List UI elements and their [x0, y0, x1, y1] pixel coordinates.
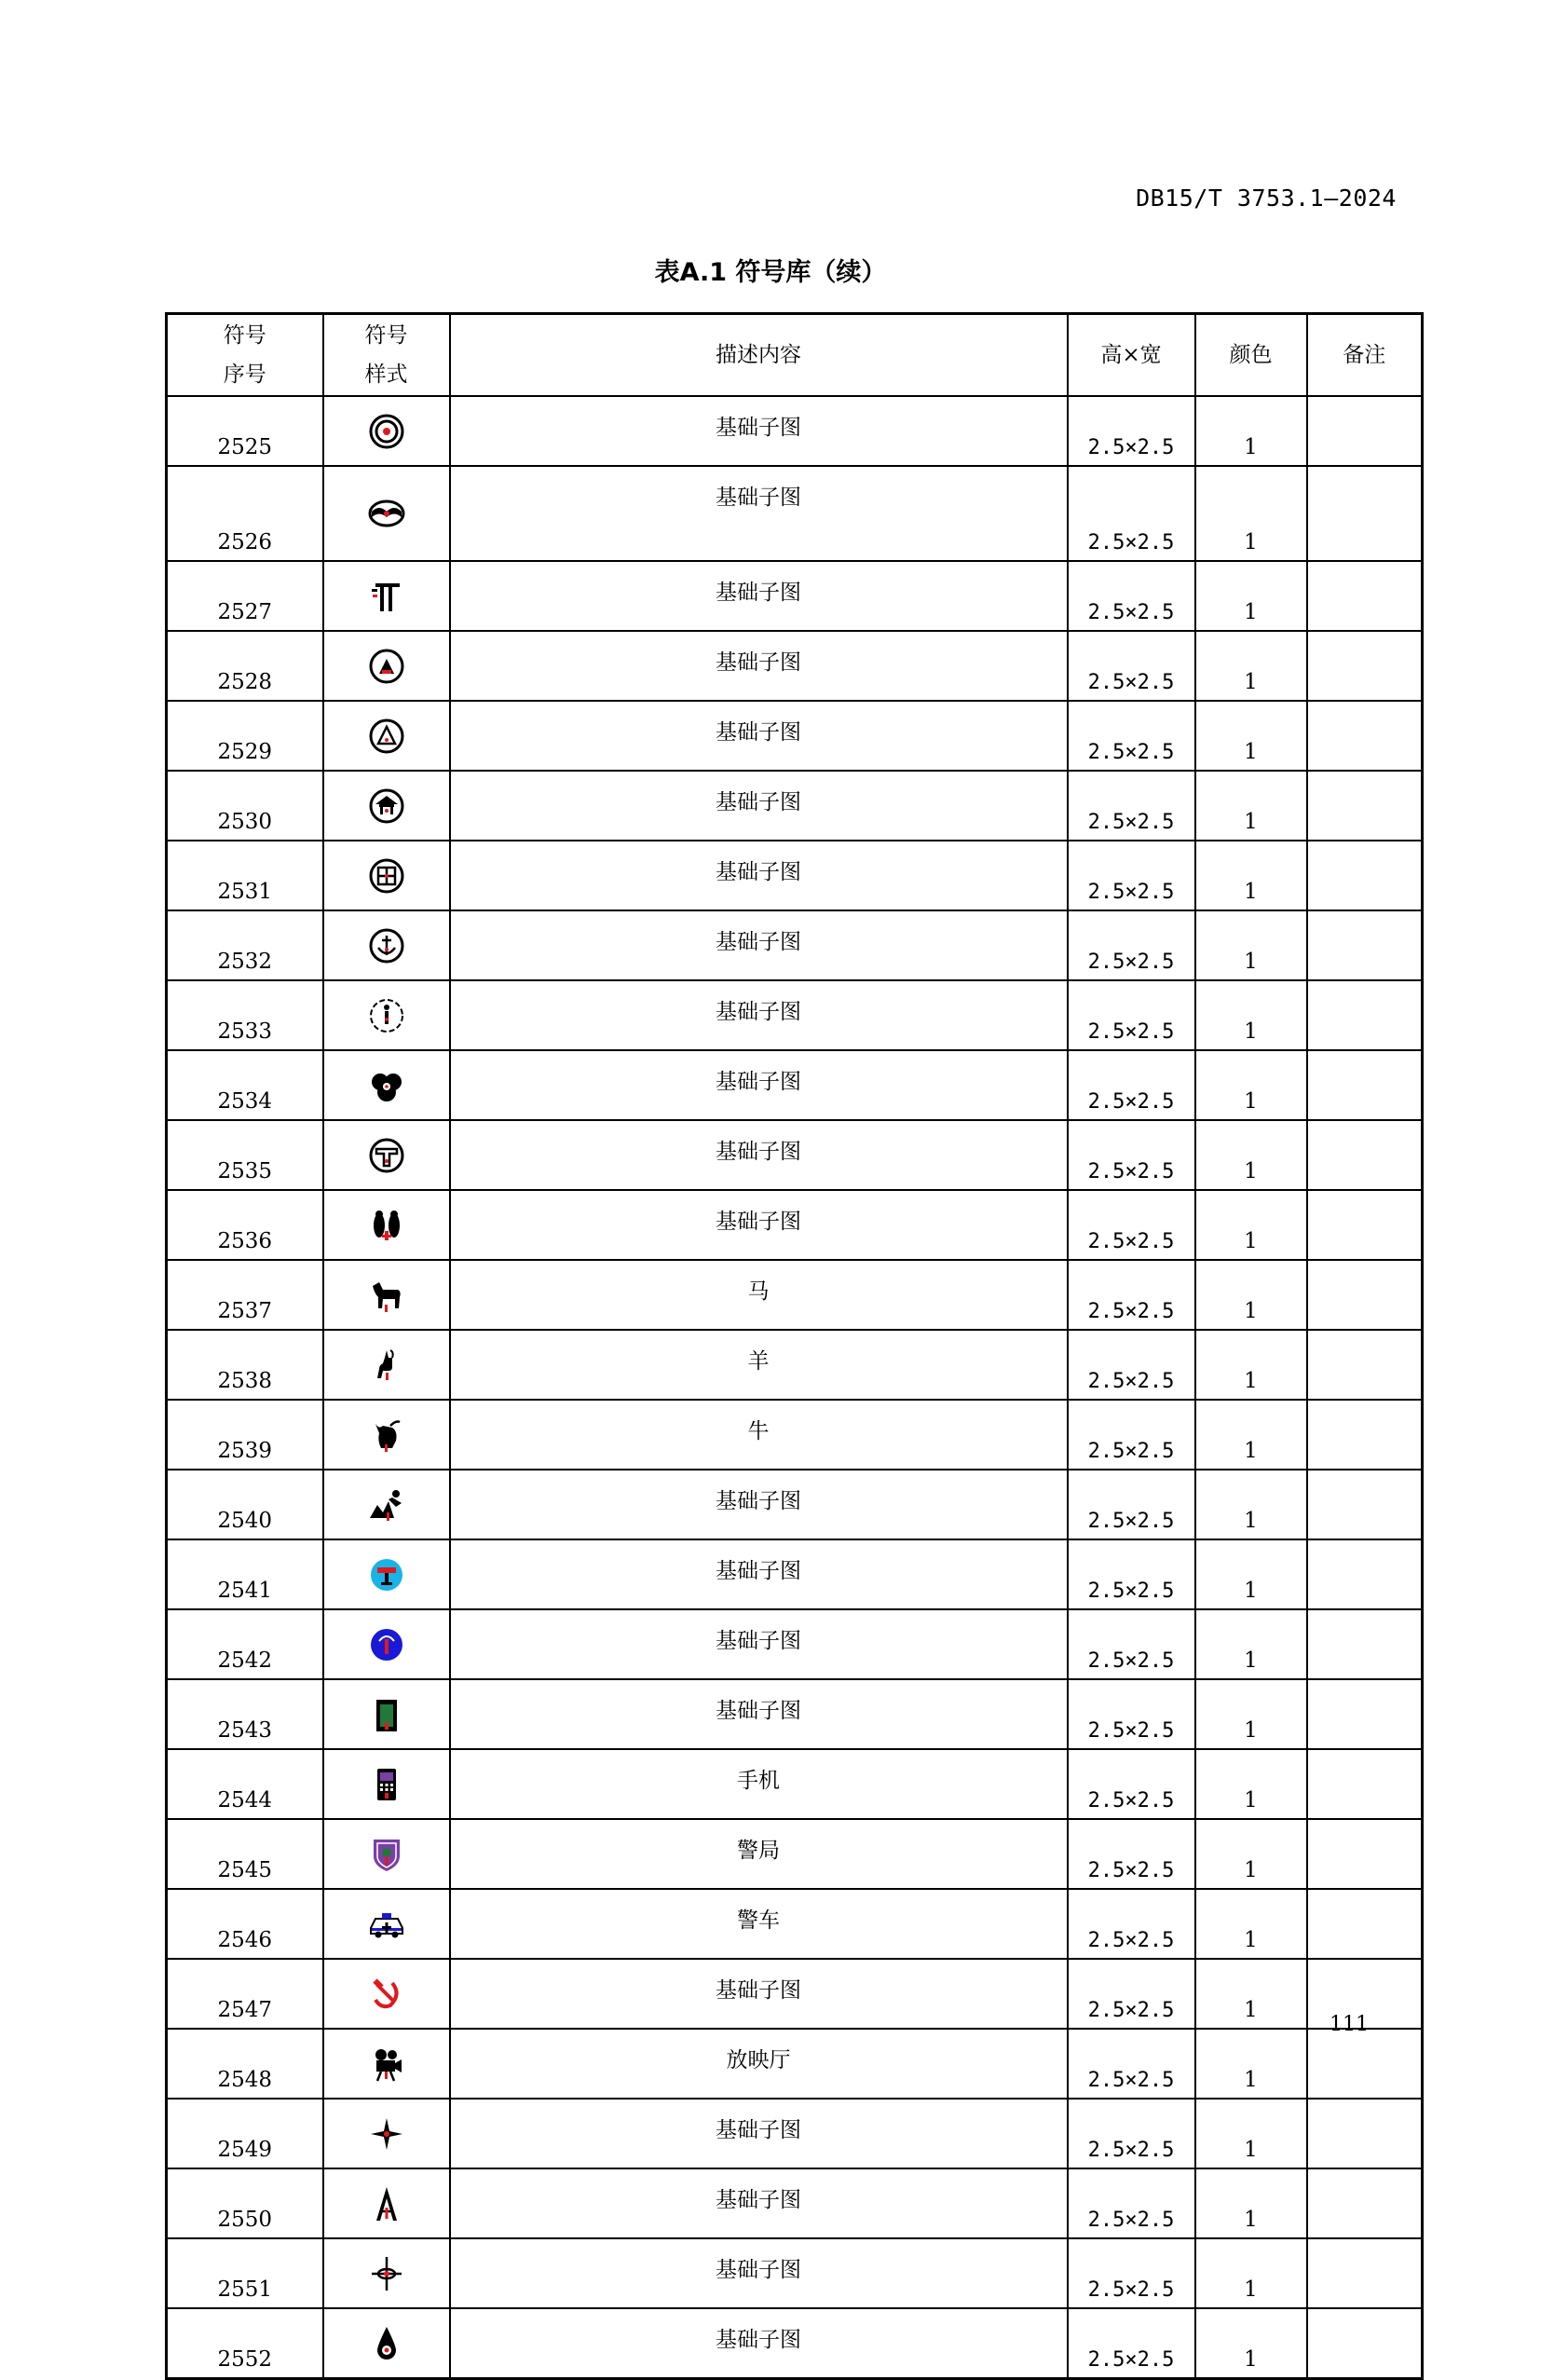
row-seq: 2546: [167, 1889, 323, 1959]
row-symbol: [323, 1749, 450, 1819]
header-color: 颜色: [1195, 314, 1307, 397]
row-desc: 基础子图: [450, 561, 1068, 631]
table-row: [167, 980, 1423, 1050]
row-seq: 2551: [167, 2238, 323, 2308]
table-row: [167, 1050, 1423, 1120]
row-symbol: [323, 2029, 450, 2099]
cyan-circle-icon: [368, 1556, 405, 1594]
row-symbol: [323, 1470, 450, 1539]
row-size: 2.5×2.5: [1068, 396, 1195, 466]
row-color: 1: [1195, 1889, 1307, 1959]
row-note: [1307, 1120, 1423, 1190]
row-symbol: [323, 1959, 450, 2029]
row-desc: 基础子图: [450, 1539, 1068, 1609]
table-row: [167, 1400, 1423, 1470]
row-color: 1: [1195, 2238, 1307, 2308]
table-row: [167, 771, 1423, 841]
table-row: [167, 2168, 1423, 2238]
row-desc: 手机: [450, 1749, 1068, 1819]
row-size: 2.5×2.5: [1068, 980, 1195, 1050]
row-desc: 基础子图: [450, 1190, 1068, 1260]
table-row: [167, 1330, 1423, 1400]
row-desc: 警车: [450, 1889, 1068, 1959]
row-desc: 基础子图: [450, 1609, 1068, 1679]
row-symbol: [323, 1539, 450, 1609]
table-row: [167, 1260, 1423, 1330]
row-seq: 2532: [167, 910, 323, 980]
header-note: 备注: [1307, 314, 1423, 397]
row-symbol: [323, 396, 450, 466]
row-size: 2.5×2.5: [1068, 466, 1195, 561]
row-color: 1: [1195, 1539, 1307, 1609]
row-color: 1: [1195, 2308, 1307, 2379]
row-size: 2.5×2.5: [1068, 631, 1195, 701]
row-color: 1: [1195, 910, 1307, 980]
police-badge-icon: [368, 1836, 405, 1873]
row-size: 2.5×2.5: [1068, 2308, 1195, 2379]
row-note: [1307, 631, 1423, 701]
row-note: [1307, 771, 1423, 841]
table-row: [167, 561, 1423, 631]
winged-emblem-icon: [368, 495, 405, 532]
row-seq: 2548: [167, 2029, 323, 2099]
table-row: [167, 466, 1423, 561]
row-color: 1: [1195, 1609, 1307, 1679]
row-note: [1307, 1749, 1423, 1819]
hammer-sickle-icon: [368, 1976, 405, 2013]
row-color: 1: [1195, 771, 1307, 841]
row-desc: 基础子图: [450, 841, 1068, 910]
table-row: [167, 2099, 1423, 2168]
row-color: 1: [1195, 466, 1307, 561]
table-row: [167, 701, 1423, 771]
row-size: 2.5×2.5: [1068, 1749, 1195, 1819]
goat-icon: [368, 1347, 405, 1384]
row-size: 2.5×2.5: [1068, 2238, 1195, 2308]
row-note: [1307, 701, 1423, 771]
circle-mound-icon: [368, 648, 405, 685]
row-seq: 2534: [167, 1050, 323, 1120]
circle-tee-icon: [368, 1137, 405, 1174]
row-desc: 基础子图: [450, 2308, 1068, 2379]
row-size: 2.5×2.5: [1068, 701, 1195, 771]
row-seq: 2549: [167, 2099, 323, 2168]
row-size: 2.5×2.5: [1068, 1260, 1195, 1330]
row-desc: 牛: [450, 1400, 1068, 1470]
row-note: [1307, 1679, 1423, 1749]
row-note: [1307, 1330, 1423, 1400]
row-seq: 2552: [167, 2308, 323, 2379]
document-code: DB15/T 3753.1—2024: [1136, 185, 1397, 212]
row-symbol: [323, 1609, 450, 1679]
row-size: 2.5×2.5: [1068, 2168, 1195, 2238]
table-row: [167, 1889, 1423, 1959]
row-symbol: [323, 1120, 450, 1190]
header-seq: 符号 序号: [167, 314, 323, 397]
row-symbol: [323, 466, 450, 561]
compass-star-icon: [368, 2115, 405, 2153]
header-icon: 符号 样式: [323, 314, 450, 397]
cow-icon: [368, 1416, 405, 1454]
row-seq: 2533: [167, 980, 323, 1050]
row-size: 2.5×2.5: [1068, 910, 1195, 980]
row-seq: 2542: [167, 1609, 323, 1679]
row-color: 1: [1195, 980, 1307, 1050]
row-seq: 2543: [167, 1679, 323, 1749]
row-symbol: [323, 701, 450, 771]
row-desc: 警局: [450, 1819, 1068, 1889]
row-note: [1307, 396, 1423, 466]
row-symbol: [323, 2238, 450, 2308]
row-size: 2.5×2.5: [1068, 1400, 1195, 1470]
row-size: 2.5×2.5: [1068, 561, 1195, 631]
movie-camera-icon: [368, 2045, 405, 2083]
row-symbol: [323, 2168, 450, 2238]
table-header-row: [167, 314, 1423, 397]
row-color: 1: [1195, 1819, 1307, 1889]
row-size: 2.5×2.5: [1068, 1539, 1195, 1609]
climber-icon: [368, 1486, 405, 1524]
row-seq: 2531: [167, 841, 323, 910]
row-color: 1: [1195, 1190, 1307, 1260]
row-symbol: [323, 1050, 450, 1120]
row-seq: 2538: [167, 1330, 323, 1400]
table-row: [167, 1819, 1423, 1889]
row-seq: 2535: [167, 1120, 323, 1190]
row-symbol: [323, 561, 450, 631]
row-size: 2.5×2.5: [1068, 1959, 1195, 2029]
table-row: [167, 1190, 1423, 1260]
row-symbol: [323, 1330, 450, 1400]
row-seq: 2550: [167, 2168, 323, 2238]
row-seq: 2537: [167, 1260, 323, 1330]
flower-blob-icon: [368, 1067, 405, 1104]
row-seq: 2528: [167, 631, 323, 701]
row-color: 1: [1195, 1400, 1307, 1470]
page-number: 111: [1330, 2013, 1369, 2036]
gate-pillar-icon: [368, 578, 405, 615]
row-note: [1307, 2308, 1423, 2379]
penguins-icon: [368, 1207, 405, 1244]
row-note: [1307, 2238, 1423, 2308]
row-note: [1307, 1539, 1423, 1609]
tower-a-icon: [368, 2185, 405, 2223]
row-symbol: [323, 631, 450, 701]
table-row: [167, 1539, 1423, 1609]
row-size: 2.5×2.5: [1068, 1330, 1195, 1400]
row-desc: 基础子图: [450, 466, 1068, 561]
row-size: 2.5×2.5: [1068, 1120, 1195, 1190]
row-note: [1307, 841, 1423, 910]
row-desc: 放映厅: [450, 2029, 1068, 2099]
horse-icon: [368, 1277, 405, 1314]
row-seq: 2527: [167, 561, 323, 631]
row-note: [1307, 1050, 1423, 1120]
row-note: [1307, 466, 1423, 561]
blue-circle-icon: [368, 1626, 405, 1663]
row-color: 1: [1195, 1050, 1307, 1120]
table-row: [167, 396, 1423, 466]
row-note: [1307, 2168, 1423, 2238]
row-desc: 羊: [450, 1330, 1068, 1400]
row-desc: 基础子图: [450, 1959, 1068, 2029]
row-size: 2.5×2.5: [1068, 1819, 1195, 1889]
row-symbol: [323, 1679, 450, 1749]
row-color: 1: [1195, 2099, 1307, 2168]
table-row: [167, 910, 1423, 980]
row-seq: 2530: [167, 771, 323, 841]
row-size: 2.5×2.5: [1068, 771, 1195, 841]
table-row: [167, 1120, 1423, 1190]
header-size: 高×宽: [1068, 314, 1195, 397]
row-color: 1: [1195, 1120, 1307, 1190]
table-row: [167, 1679, 1423, 1749]
row-color: 1: [1195, 2168, 1307, 2238]
row-color: 1: [1195, 841, 1307, 910]
row-color: 1: [1195, 1260, 1307, 1330]
row-desc: 基础子图: [450, 2099, 1068, 2168]
circle-building-icon: [368, 857, 405, 895]
row-desc: 基础子图: [450, 2168, 1068, 2238]
table-row: [167, 841, 1423, 910]
row-size: 2.5×2.5: [1068, 2029, 1195, 2099]
row-color: 1: [1195, 1959, 1307, 2029]
symbol-table: [165, 312, 1424, 2380]
row-note: [1307, 1819, 1423, 1889]
row-size: 2.5×2.5: [1068, 2099, 1195, 2168]
row-color: 1: [1195, 1330, 1307, 1400]
row-size: 2.5×2.5: [1068, 1679, 1195, 1749]
row-note: [1307, 910, 1423, 980]
row-size: 2.5×2.5: [1068, 1470, 1195, 1539]
row-desc: 基础子图: [450, 2238, 1068, 2308]
row-desc: 基础子图: [450, 1470, 1068, 1539]
row-seq: 2547: [167, 1959, 323, 2029]
row-symbol: [323, 1819, 450, 1889]
table-row: [167, 1959, 1423, 2029]
row-symbol: [323, 2099, 450, 2168]
table-row: [167, 2238, 1423, 2308]
row-note: [1307, 1190, 1423, 1260]
row-note: [1307, 1260, 1423, 1330]
row-desc: 基础子图: [450, 910, 1068, 980]
row-symbol: [323, 980, 450, 1050]
table-row: [167, 2308, 1423, 2379]
green-box-icon: [368, 1696, 405, 1733]
row-seq: 2526: [167, 466, 323, 561]
table-row: [167, 2029, 1423, 2099]
header-desc: 描述内容: [450, 314, 1068, 397]
row-symbol: [323, 841, 450, 910]
circle-pavilion-icon: [368, 787, 405, 825]
row-seq: 2539: [167, 1400, 323, 1470]
target-circle-icon: [368, 413, 405, 450]
row-color: 1: [1195, 1679, 1307, 1749]
row-color: 1: [1195, 701, 1307, 771]
cross-ring-icon: [368, 2255, 405, 2292]
row-symbol: [323, 1190, 450, 1260]
table-row: [167, 1470, 1423, 1539]
circle-person-icon: [368, 997, 405, 1034]
row-desc: 基础子图: [450, 1050, 1068, 1120]
row-symbol: [323, 771, 450, 841]
circle-anchor-icon: [368, 927, 405, 964]
row-note: [1307, 2099, 1423, 2168]
circle-triangle-icon: [368, 718, 405, 755]
row-symbol: [323, 2308, 450, 2379]
row-symbol: [323, 1260, 450, 1330]
row-note: [1307, 980, 1423, 1050]
table-row: [167, 1609, 1423, 1679]
row-color: 1: [1195, 561, 1307, 631]
row-seq: 2525: [167, 396, 323, 466]
row-size: 2.5×2.5: [1068, 1050, 1195, 1120]
table-row: [167, 631, 1423, 701]
row-color: 1: [1195, 1749, 1307, 1819]
row-seq: 2529: [167, 701, 323, 771]
row-seq: 2541: [167, 1539, 323, 1609]
row-desc: 马: [450, 1260, 1068, 1330]
row-seq: 2540: [167, 1470, 323, 1539]
row-seq: 2536: [167, 1190, 323, 1260]
row-size: 2.5×2.5: [1068, 841, 1195, 910]
row-seq: 2545: [167, 1819, 323, 1889]
row-symbol: [323, 1889, 450, 1959]
row-seq: 2544: [167, 1749, 323, 1819]
table-title: 表A.1 符号库（续）: [654, 258, 887, 287]
row-color: 1: [1195, 396, 1307, 466]
row-note: [1307, 2029, 1423, 2099]
row-size: 2.5×2.5: [1068, 1190, 1195, 1260]
row-desc: 基础子图: [450, 1679, 1068, 1749]
row-desc: 基础子图: [450, 980, 1068, 1050]
row-desc: 基础子图: [450, 771, 1068, 841]
row-symbol: [323, 910, 450, 980]
police-car-icon: [368, 1906, 405, 1943]
row-color: 1: [1195, 631, 1307, 701]
row-size: 2.5×2.5: [1068, 1609, 1195, 1679]
row-note: [1307, 1470, 1423, 1539]
mobile-phone-icon: [368, 1766, 405, 1803]
row-desc: 基础子图: [450, 396, 1068, 466]
row-color: 1: [1195, 1470, 1307, 1539]
row-note: [1307, 1400, 1423, 1470]
pointed-drop-icon: [368, 2325, 405, 2362]
row-color: 1: [1195, 2029, 1307, 2099]
table-row: [167, 1749, 1423, 1819]
row-desc: 基础子图: [450, 1120, 1068, 1190]
row-size: 2.5×2.5: [1068, 1889, 1195, 1959]
row-note: [1307, 1609, 1423, 1679]
row-desc: 基础子图: [450, 701, 1068, 771]
row-symbol: [323, 1400, 450, 1470]
row-note: [1307, 1889, 1423, 1959]
row-note: [1307, 561, 1423, 631]
row-desc: 基础子图: [450, 631, 1068, 701]
